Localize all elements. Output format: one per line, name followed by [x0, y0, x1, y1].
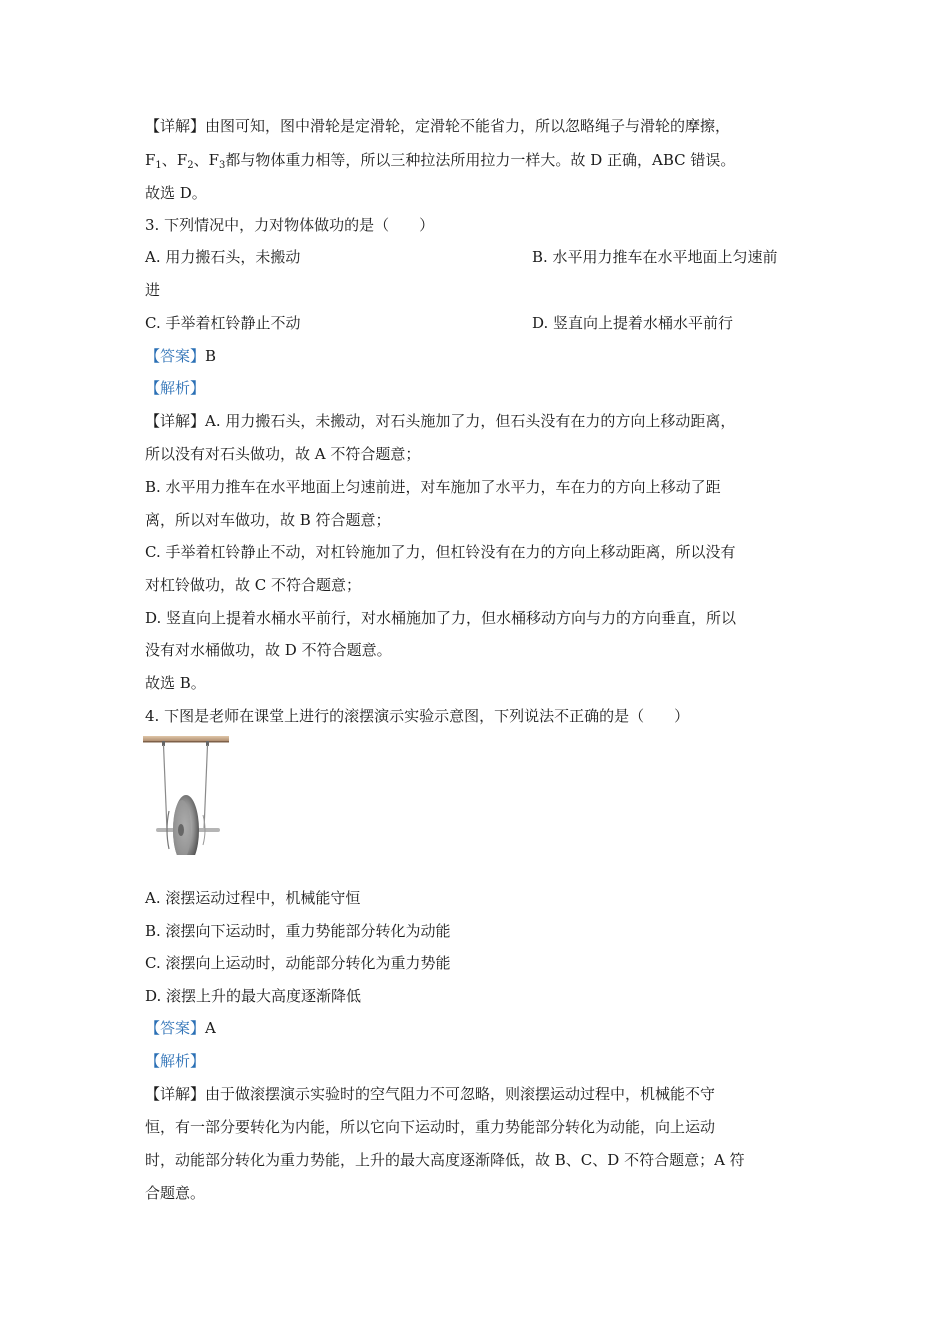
answer-value: B [205, 347, 217, 365]
q4-option-c: C. 滚摆向上运动时，动能部分转化为重力势能 [145, 954, 451, 972]
q4-analysis-label: 【解析】 [145, 1052, 206, 1070]
separator: 、 [161, 151, 177, 169]
q3-detail-line: 所以没有对石头做功，故 A 不符合题意； [145, 445, 421, 463]
q4-detail-line: 【详解】由于做滚摆演示实验时的空气阻力不可忽略，则滚摆运动过程中，机械能不守 [145, 1085, 716, 1103]
force-f1: F [145, 151, 156, 169]
q4-option-a: A. 滚摆运动过程中，机械能守恒 [145, 889, 361, 907]
q3-detail-line: 离，所以对车做功，故 B 符合题意； [145, 511, 391, 529]
answer-value: A [205, 1019, 216, 1037]
q2-detail-line2-text: 都与物体重力相等，所以三种拉法所用拉力一样大。故 D 正确，ABC 错误。 [225, 151, 736, 169]
force-f2: F [176, 151, 188, 169]
q4-option-d: D. 滚摆上升的最大高度逐渐降低 [145, 987, 362, 1005]
q3-answer [145, 346, 216, 366]
q3-option-b: B. 水平用力推车在水平地面上匀速前 [532, 248, 778, 266]
q4-detail-line: 恒，有一部分要转化为内能，所以它向下运动时，重力势能部分转化为动能，向上运动 [145, 1118, 716, 1136]
rolling-pendulum-illustration [143, 733, 233, 855]
q3-option-b-cont: 进 [145, 281, 161, 299]
q3-option-c: C. 手举着杠铃静止不动 [145, 314, 301, 332]
q3-detail-line: D. 竖直向上提着水桶水平前行，对水桶施加了力，但水桶移动方向与力的方向垂直，所以 [145, 609, 737, 627]
force-f3: F [208, 151, 220, 169]
q3-conclusion: 故选 B。 [145, 674, 206, 692]
q3-option-d: D. 竖直向上提着水桶水平前行 [532, 314, 734, 332]
q3-analysis-label: 【解析】 [145, 379, 206, 397]
q3-stem: 3. 下列情况中，力对物体做功的是（ ） [145, 216, 435, 234]
q3-option-a: A. 用力搬石头，未搬动 [145, 248, 301, 266]
answer-label: 【答案】 [145, 1019, 206, 1037]
force-f3-subscript: 3 [219, 160, 226, 171]
q4-detail-line: 时，动能部分转化为重力势能，上升的最大高度逐渐降低，故 B、C、D 不符合题意；A 符 [145, 1151, 745, 1169]
answer-label: 【答案】 [145, 347, 206, 365]
q3-detail-line: C. 手举着杠铃静止不动，对杠铃施加了力，但杠铃没有在力的方向上移动距离，所以没有 [145, 543, 736, 561]
q3-detail-line: 没有对水桶做功，故 D 不符合题意。 [145, 641, 392, 659]
q3-detail-line: 对杠铃做功，故 C 不符合题意； [145, 576, 362, 594]
q4-detail-line: 合题意。 [145, 1184, 206, 1202]
q3-detail-line: B. 水平用力推车在水平地面上匀速前进，对车施加了水平力，车在力的方向上移动了距 [145, 478, 721, 496]
q2-conclusion: 故选 D。 [145, 184, 207, 202]
force-f1-subscript: 1 [155, 160, 162, 171]
q2-detail-line1: 【详解】由图可知，图中滑轮是定滑轮，定滑轮不能省力，所以忽略绳子与滑轮的摩擦， [145, 117, 731, 135]
q4-answer [145, 1018, 216, 1038]
q4-stem: 4. 下图是老师在课堂上进行的滚摆演示实验示意图，下列说法不正确的是（ ） [145, 707, 690, 725]
rolling-pendulum-figure [143, 733, 233, 855]
separator: 、 [193, 151, 209, 169]
q4-option-b: B. 滚摆向下运动时，重力势能部分转化为动能 [145, 922, 451, 940]
force-f2-subscript: 2 [187, 160, 194, 171]
q2-detail-line2 [145, 150, 735, 176]
q3-detail-line: 【详解】A. 用力搬石头，未搬动，对石头施加了力，但石头没有在力的方向上移动距离， [145, 412, 736, 430]
